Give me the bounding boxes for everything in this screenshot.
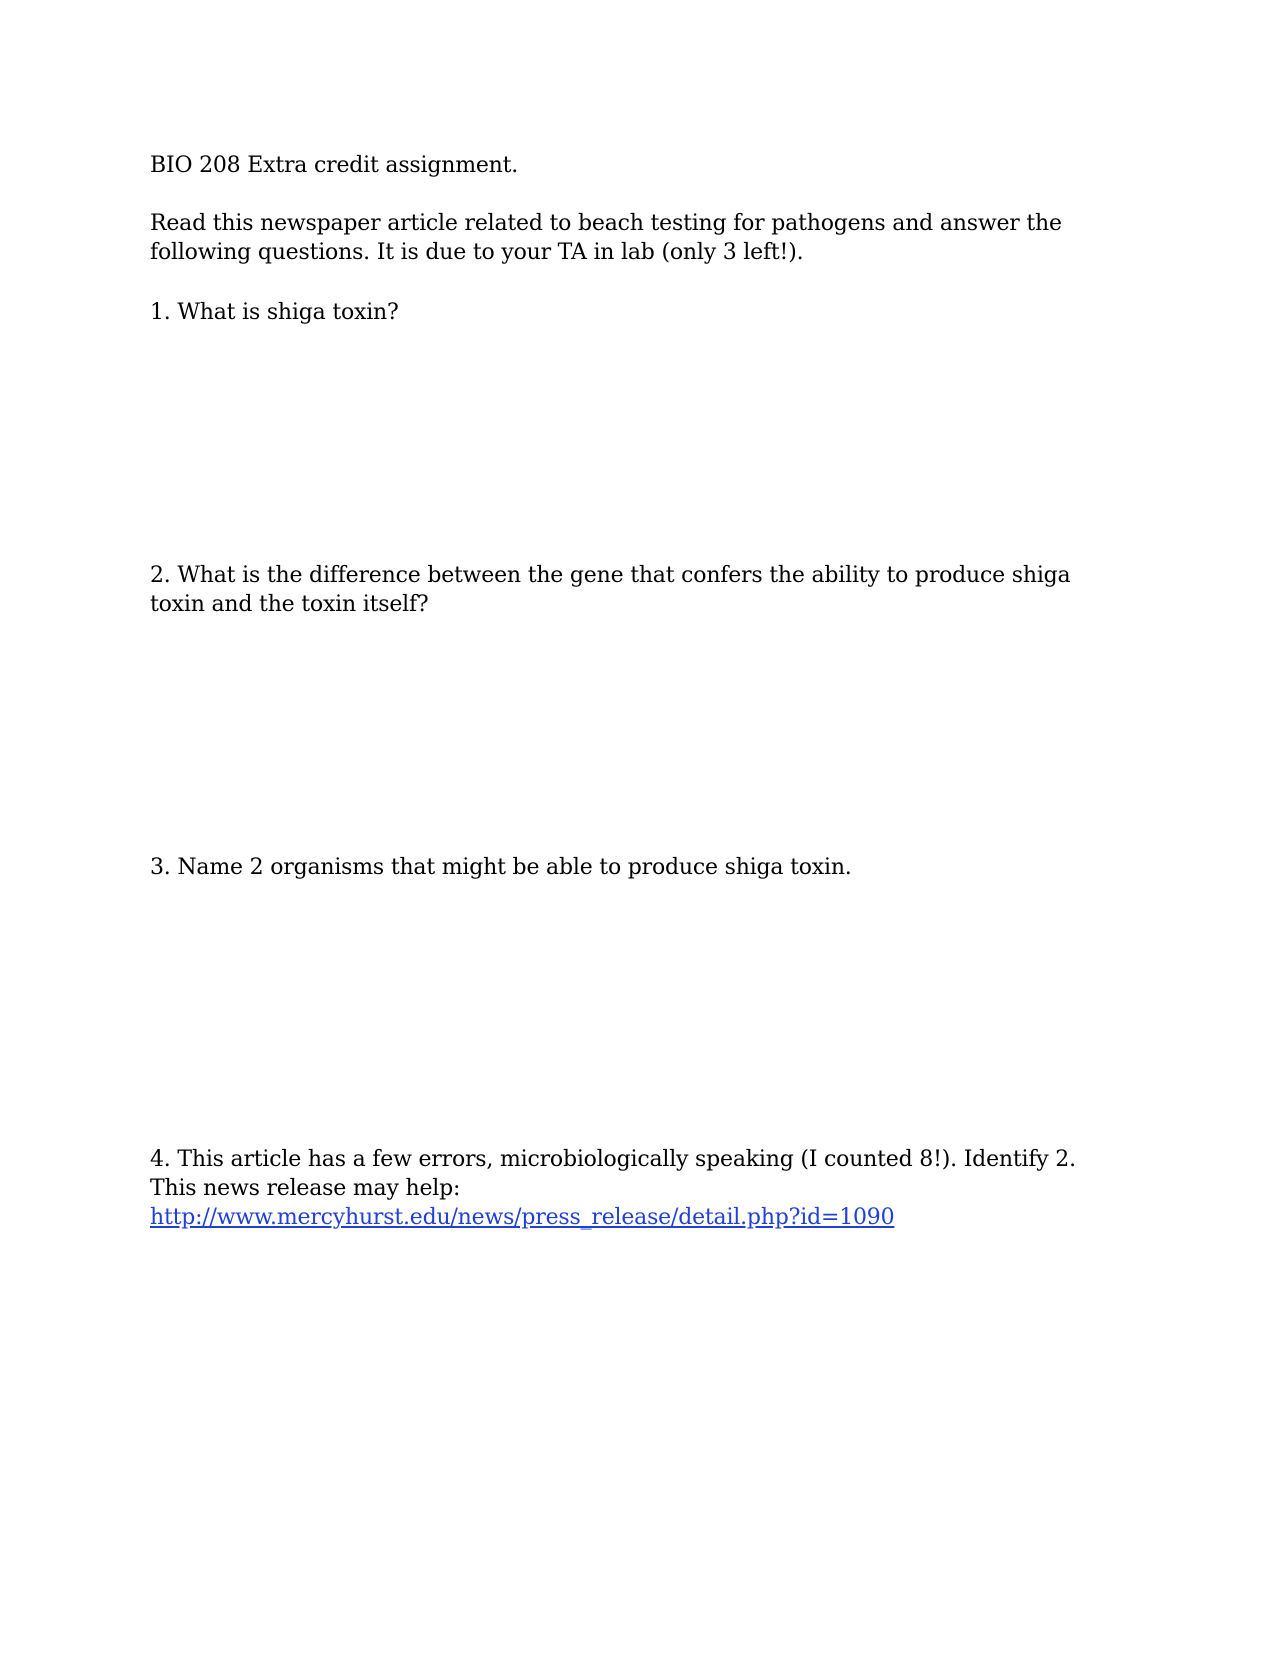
question-2: 2. What is the difference between the gene that confers the ability to produce shiga toxin and the toxin itself? (150, 563, 1071, 617)
assignment-title: BIO 208 Extra credit assignment. (150, 153, 519, 178)
question-4: 4. This article has a few errors, microbiologically speaking (I counted 8!). Identify 2. This news release may help: (150, 1147, 1076, 1201)
assignment-intro: Read this newspaper article related to beach testing for pathogens and answer the following questions. It is due to your TA in lab (only 3 left!). (150, 211, 1062, 265)
press-release-link[interactable]: http://www.mercyhurst.edu/news/press_release/detail.php?id=1090 (150, 1205, 895, 1230)
question-3: 3. Name 2 organisms that might be able to produce shiga toxin. (150, 855, 852, 880)
question-1: 1. What is shiga toxin? (150, 300, 399, 325)
